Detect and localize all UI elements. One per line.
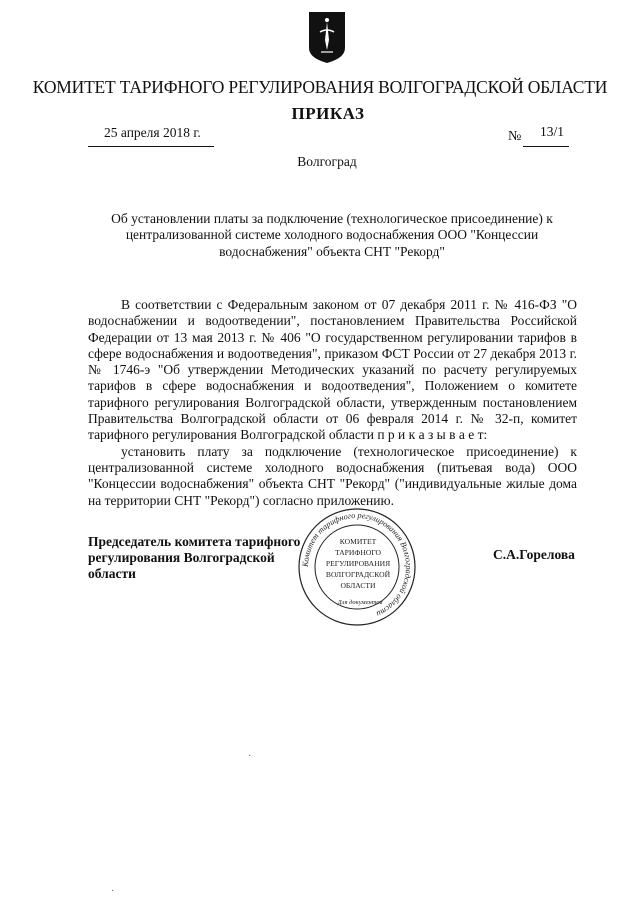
document-number: 13/1 [540,124,565,139]
stamp-line-4: ВОЛГОГРАДСКОЙ [325,570,391,579]
body-paragraph-decision: установить плату за подключение (технологическое присоединение) к централизованной системе холодного водоснабжения (питьевая вода) ООО "Концессии водоснабжения" объекта СНТ "Рекорд" ("индивидуальные жилые дома на территории СНТ "Рекорд") согласно приложению. [88,443,577,508]
stamp-line-1: КОМИТЕТ [339,537,377,546]
signer-name: С.А.Горелова [493,547,575,562]
stamp-line-5: ОБЛАСТИ [340,581,376,590]
number-label: № [508,129,522,144]
stamp-center-text [326,537,391,590]
signer-title-line-2: регулирования Волгоградской области [88,550,275,581]
coat-of-arms-emblem [306,10,348,64]
city-name: Волгоград [297,154,357,169]
signer-title [88,534,318,582]
number-underline [523,146,569,147]
document-type: ПРИКАЗ [291,104,365,123]
document-date: 25 апреля 2018 г. [104,125,201,140]
scan-mark: · [111,886,115,897]
order-subject: Об установлении платы за подключение (технологическое присоединение) к централизованной системе холодного водоснабжения ООО "Концессии водоснабжения" объекта СНТ "Рекорд" [111,211,553,259]
official-seal-stamp [296,506,418,628]
order-body [88,297,577,509]
scan-mark: · [248,751,252,762]
signer-title-line-1: Председатель комитета тарифного [88,534,301,549]
stamp-ring-text: Комитет тарифного регулирования Волгоградской области [300,510,414,619]
body-paragraph-preamble: В соответствии с Федеральным законом от 07 декабря 2011 г. № 416-ФЗ "О водоснабжении и водоотведении", постановлением Правительства Российской Федерации от 13 мая 2013 г. № 406 "О государственном регулировании тарифов в сфере водоснабжения и водоотведения", приказом ФСТ России от 27 декабря 2013 г. № 1746-э "Об утверждении Методических указаний по расчету регулируемых тарифов в сфере водоснабжения и водоотведения", Положением о комитете тарифного регулирования Волгоградской области, утвержденным постановлением Правительства Волгоградской области от 06 февраля 2014 г. № 32-п, комитет тарифного регулирования Волгоградской области п р и к а з ы в а е т: [88,297,577,443]
stamp-line-3: РЕГУЛИРОВАНИЯ [325,559,391,568]
date-underline [88,146,214,147]
stamp-bottom-text: Для документов [337,599,383,606]
organization-name: КОМИТЕТ ТАРИФНОГО РЕГУЛИРОВАНИЯ ВОЛГОГРАДСКОЙ ОБЛАСТИ [32,77,608,97]
stamp-line-2: ТАРИФНОГО [334,548,382,557]
